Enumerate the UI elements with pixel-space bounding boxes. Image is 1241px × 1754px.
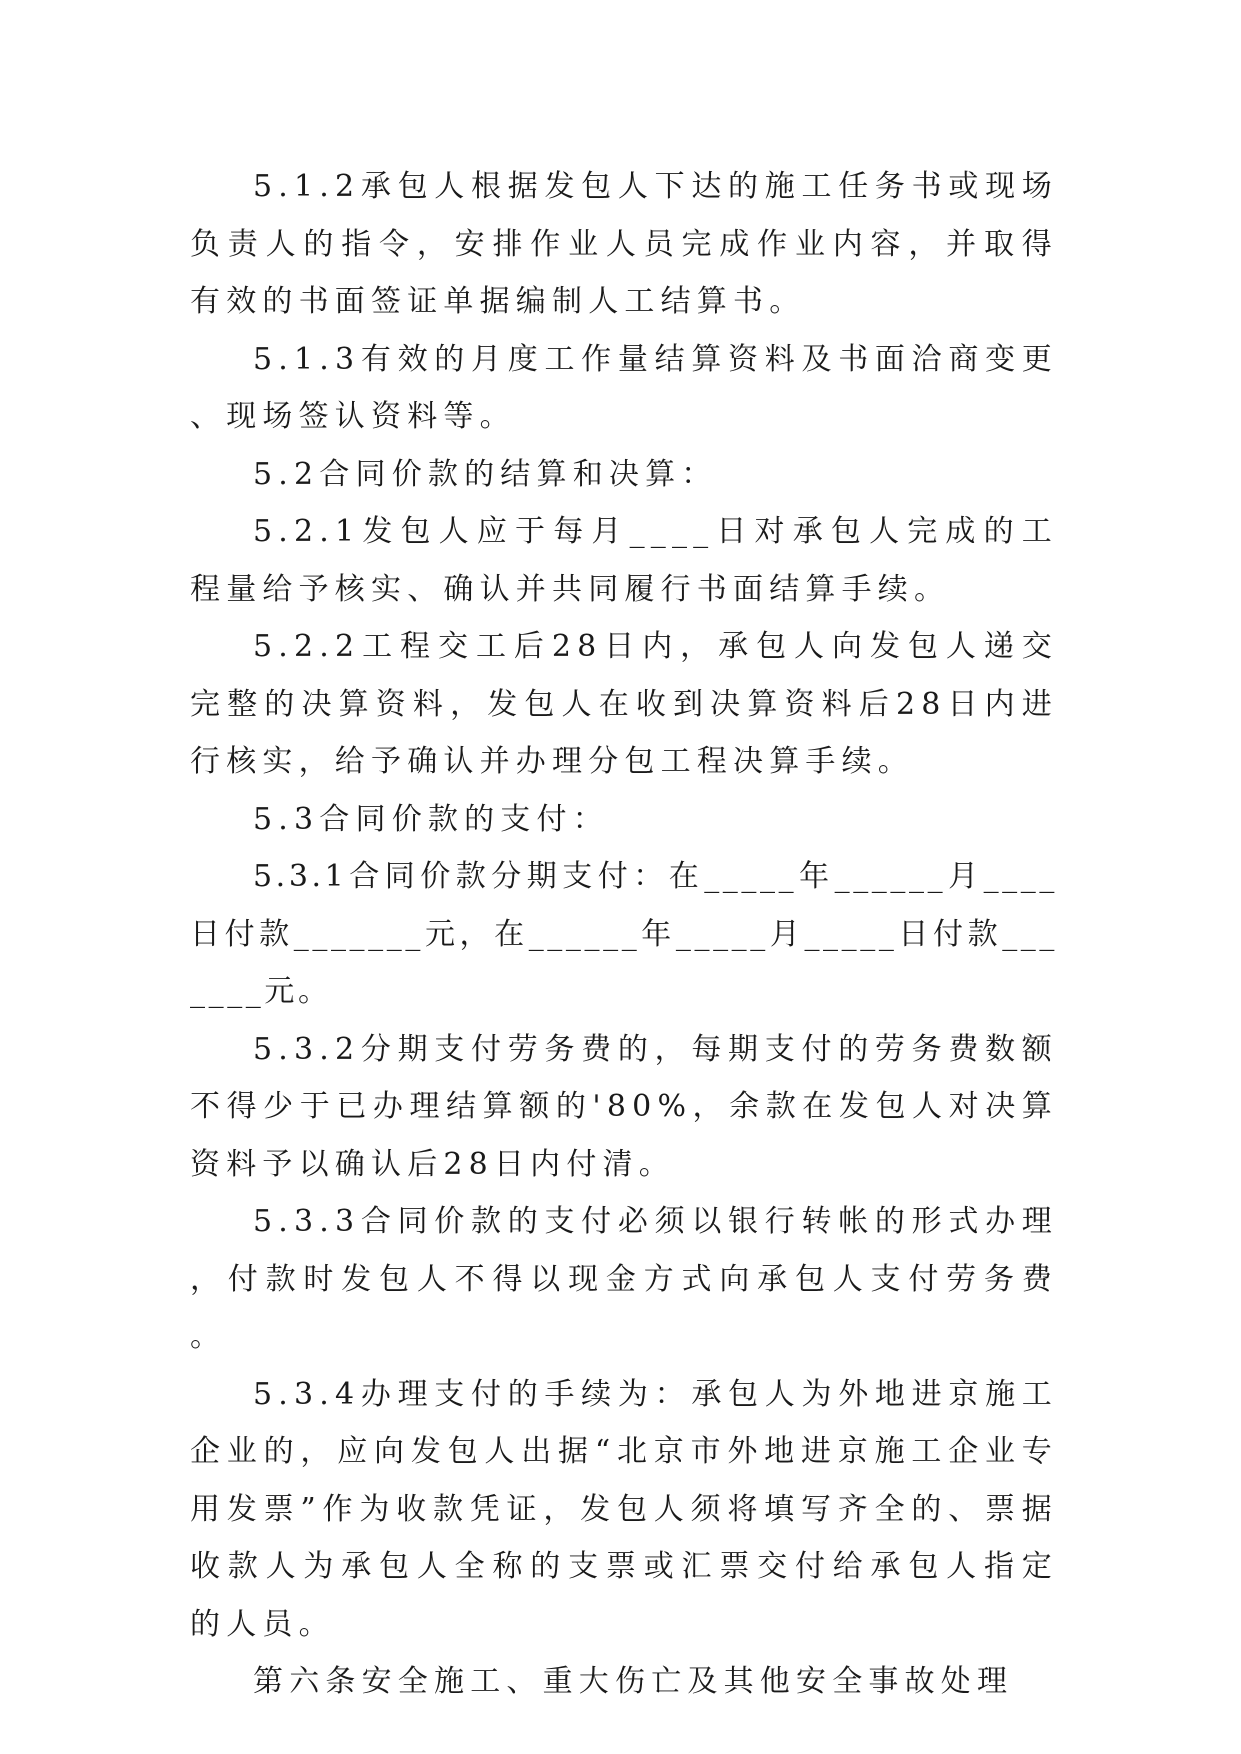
article-6-heading: 第六条安全施工、重大伤亡及其他安全事故处理	[253, 1664, 1014, 1699]
clause-5-3-3: 5.3.3合同价款的支付必须以银行转帐的形式办理，付款时发包人不得以现金方式向承包人支付劳务费。	[190, 1204, 1058, 1354]
clause-5-2-1: 5.2.1发包人应于每月____日对承包人完成的工程量给予核实、确认并共同履行书面结算手续。	[190, 514, 1058, 607]
clause-5-3-heading: 5.3合同价款的支付：	[253, 801, 609, 837]
clause-5-2-2: 5.2.2工程交工后28日内，承包人向发包人递交完整的决算资料，发包人在收到决算资料后28日内进行核实，给予确认并办理分包工程决算手续。	[190, 629, 1058, 779]
clause-5-1-2: 5.1.2承包人根据发包人下达的施工任务书或现场负责人的指令，安排作业人员完成作业内容，并取得有效的书面签证单据编制人工结算书。	[190, 169, 1058, 319]
clause-5-1-3: 5.1.3有效的月度工作量结算资料及书面洽商变更、现场签认资料等。	[190, 341, 1058, 434]
clause-5-3-2: 5.3.2分期支付劳务费的，每期支付的劳务费数额不得少于已办理结算额的'80%，余款在发包人对决算资料予以确认后28日内付清。	[190, 1031, 1058, 1182]
document-body	[190, 158, 1058, 1711]
clause-5-2-heading: 5.2合同价款的结算和决算：	[253, 456, 718, 492]
clause-5-3-4: 5.3.4办理支付的手续为：承包人为外地进京施工企业的，应向发包人出据“北京市外地进京施工企业专用发票”作为收款凭证，发包人须将填写齐全的、票据收款人为承包人全称的支票或汇票交付给承包人指定的人员。	[190, 1376, 1058, 1642]
clause-5-3-1: 5.3.1合同价款分期支付：在_____年______月____日付款_______元，在______年_____月_____日付款_______元。	[190, 859, 1058, 1009]
